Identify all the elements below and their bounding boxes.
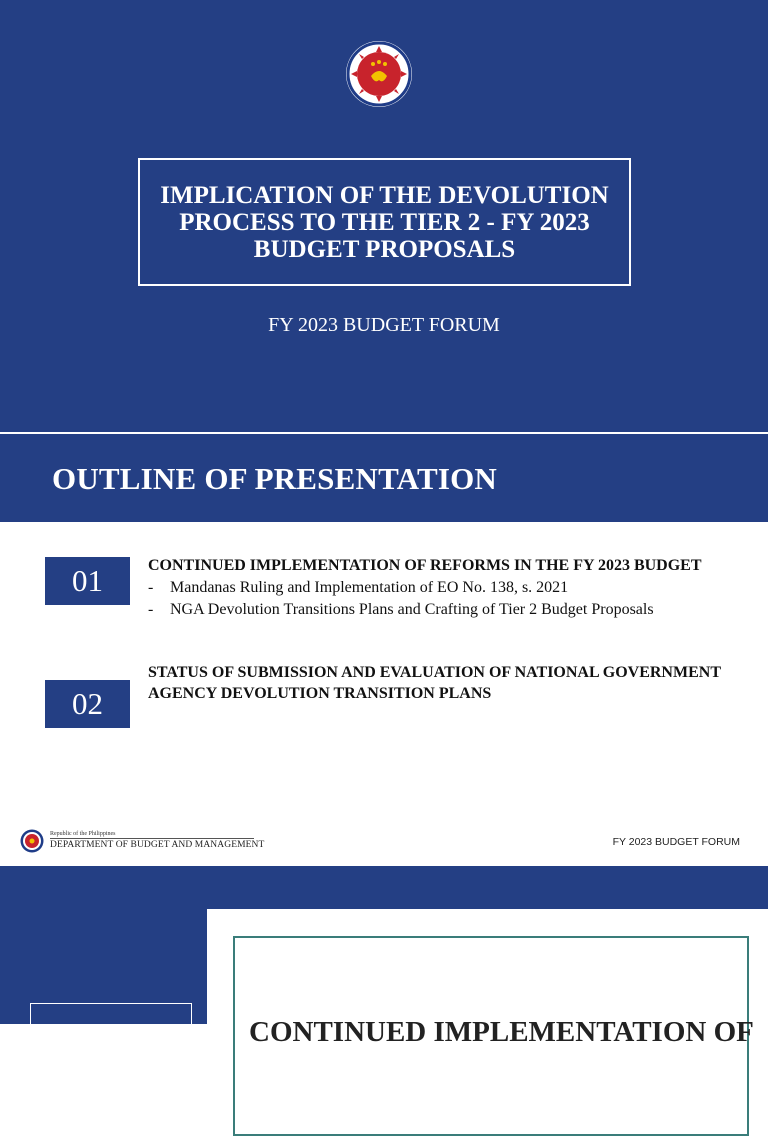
section-title: CONTINUED IMPLEMENTATION OF	[249, 1016, 754, 1048]
section-number-box	[30, 1003, 192, 1083]
outline-item-title: STATUS OF SUBMISSION AND EVALUATION OF NATIONAL GOVERNMENT AGENCY DEVOLUTION TRANSITION PLANS	[148, 664, 721, 702]
outline-item-01	[148, 555, 726, 621]
presentation-subtitle: FY 2023 BUDGET FORUM	[268, 314, 500, 336]
bullet-text: NGA Devolution Transitions Plans and Crafting of Tier 2 Budget Proposals	[170, 601, 654, 618]
item-number-01: 01	[45, 557, 130, 605]
item-number-02: 02	[45, 680, 130, 728]
title-slide	[0, 0, 768, 432]
outline-heading: OUTLINE OF PRESENTATION	[52, 461, 497, 496]
presentation-title: IMPLICATION OF THE DEVOLUTION PROCESS TO THE TIER 2 - FY 2023 BUDGET PROPOSALS	[160, 181, 609, 263]
bullet-item: - NGA Devolution Transitions Plans and Crafting of Tier 2 Budget Proposals	[148, 601, 654, 618]
outline-item-bullets	[148, 577, 726, 621]
dbm-seal-icon	[345, 40, 413, 108]
footer-department: DEPARTMENT OF BUDGET AND MANAGEMENT	[50, 840, 265, 850]
bullet-item: - Mandanas Ruling and Implementation of EO No. 138, s. 2021	[148, 579, 569, 596]
section-slide	[0, 866, 768, 1048]
title-box	[138, 158, 631, 286]
outline-header	[0, 434, 768, 522]
footer-forum-label: FY 2023 BUDGET FORUM	[612, 836, 740, 848]
section-title-box	[233, 936, 754, 1136]
outline-item-title: CONTINUED IMPLEMENTATION OF REFORMS IN THE FY 2023 BUDGET	[148, 557, 702, 574]
outline-slide	[0, 434, 768, 866]
outline-item-02	[148, 662, 728, 704]
bullet-text: Mandanas Ruling and Implementation of EO No. 138, s. 2021	[170, 579, 569, 596]
footer-rule	[50, 838, 254, 839]
dbm-seal-small-icon	[20, 829, 44, 853]
footer-republic-label: Republic of the Philippines	[50, 831, 116, 837]
